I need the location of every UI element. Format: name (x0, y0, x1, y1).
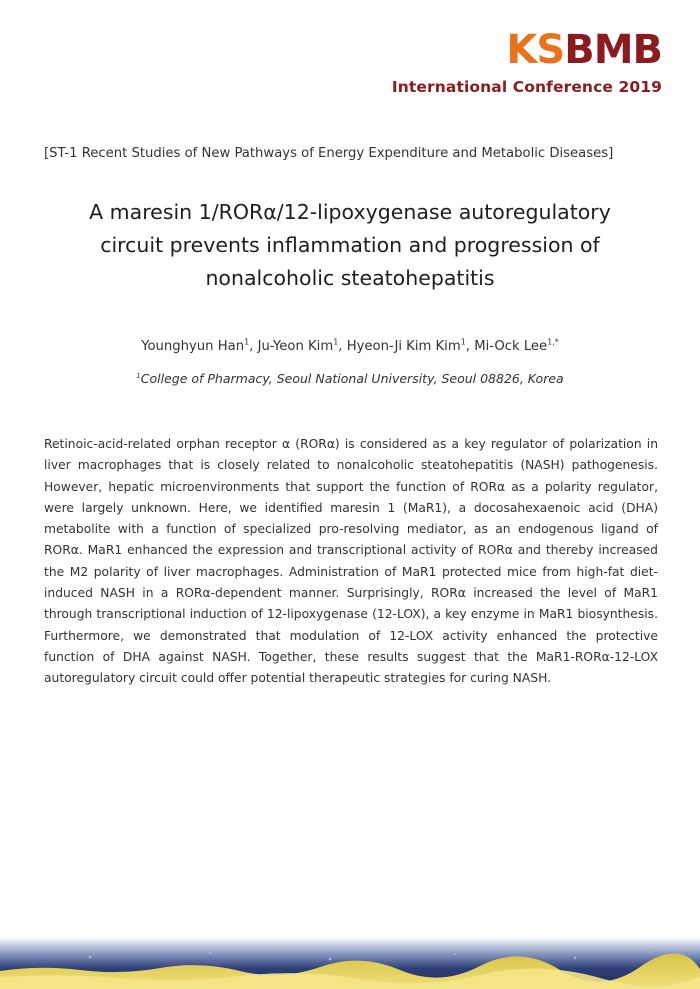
title-line-1: A maresin 1/RORα/12-lipoxygenase autoregulatory (89, 200, 611, 224)
author-name: Mi-Ock Lee (474, 339, 548, 354)
affiliation-text: College of Pharmacy, Seoul National University, Seoul 08826, Korea (140, 371, 564, 386)
author-name: Ju-Yeon Kim (257, 339, 334, 354)
affiliation (0, 371, 700, 386)
author-list: Younghyun Han$^1$, Ju-Yeon Kim$^1$, Hyeon-Ji Kim Kim$^1$, Mi-Ock Lee$^{1,*}$ (141, 337, 559, 354)
author-superscript: 1 (460, 337, 466, 347)
author-name: Younghyun Han (141, 339, 245, 354)
conference-header (392, 28, 662, 96)
logo-bmb-text: BMB (564, 27, 662, 73)
ksbmb-logo (392, 28, 662, 72)
conference-name: International Conference 2019 (391, 78, 662, 96)
decorative-landscape-band (0, 937, 700, 989)
session-label: [ST-1 Recent Studies of New Pathways of Energy Expenditure and Metabolic Diseases] (44, 146, 614, 161)
author-superscript: 1 (333, 337, 339, 347)
title-line-3: nonalcoholic steatohepatitis (205, 266, 495, 290)
logo-ks-text: KS (506, 27, 565, 73)
author-superscript: 1 (244, 337, 250, 347)
affiliation-superscript: 1 (136, 371, 141, 380)
abstract-title (40, 196, 660, 295)
abstract-body: Retinoic-acid-related orphan receptor α (RORα) is considered as a key regulator of polarization in liver macrophages that is closely related to nonalcoholic steatohepatitis (NASH) pathogenesis. However, hepatic microenvironments that support the function of RORα as a polarity regulator, were largely unknown. Here, we identified maresin 1 (MaR1), a docosahexaenoic acid (DHA) metabolite with a function of specialized pro-resolving mediator, as an endogenous ligand of RORα. MaR1 enhanced the expression and transcriptional activity of RORα and thereby increased the M2 polarity of liver macrophages. Administration of MaR1 protected mice from high-fat diet-induced NASH in a RORα-dependent manner. Surprisingly, RORα increased the level of MaR1 through transcriptional induction of 12-lipoxygenase (12-LOX), a key enzyme in MaR1 biosynthesis. Furthermore, we demonstrated that modulation of 12-LOX activity enhanced the protective function of DHA against NASH. Together, these results suggest that the MaR1-RORα-12-LOX autoregulatory circuit could offer potential therapeutic strategies for curing NASH. (44, 437, 658, 686)
author-name: Hyeon-Ji Kim Kim (346, 339, 461, 354)
title-line-2: circuit prevents inflammation and progression of (100, 233, 600, 257)
author-superscript: 1,* (547, 337, 559, 347)
